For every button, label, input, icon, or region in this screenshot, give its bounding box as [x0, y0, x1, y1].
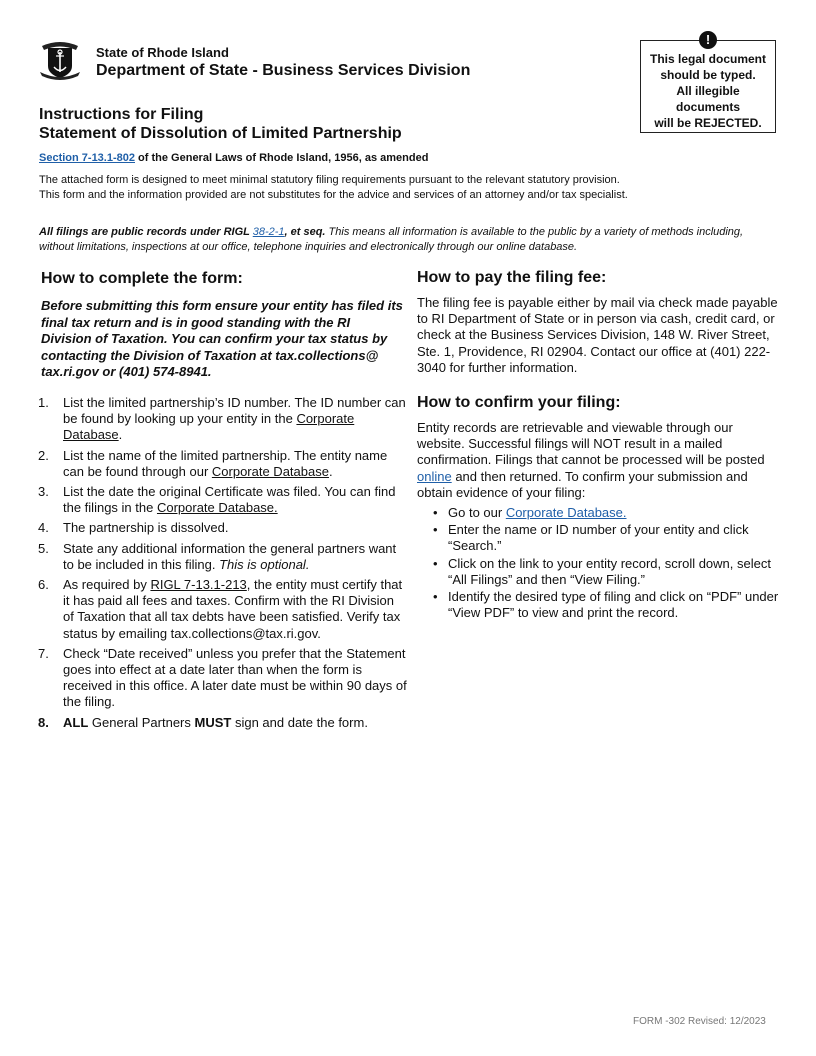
- page-title-line1: Instructions for Filing: [39, 106, 204, 123]
- step-text: General Partners: [88, 714, 195, 730]
- list-item: [433, 522, 783, 554]
- list-item: [38, 646, 408, 711]
- disclaimer-line: This form and the information provided are not substitutes for the advice and services of an attorney and/or tax specialist.: [39, 189, 628, 201]
- bullet-icon: •: [433, 505, 438, 520]
- step-emphasis: ALL: [63, 714, 89, 730]
- step-text: List the limited partnership’s ID number. The ID number can be found by looking up your entity in the: [63, 395, 406, 427]
- bullet-icon: •: [433, 522, 438, 538]
- step-number: 6.: [38, 577, 49, 593]
- exclamation-icon: !: [699, 31, 717, 49]
- statute-link[interactable]: Section 7-13.1-802: [39, 152, 135, 164]
- notice-line: All illegible: [676, 84, 740, 98]
- step-text: .: [118, 427, 123, 443]
- step-text: , the entity must certify that it has paid all fees and taxes. Confirm with the RI Division of Taxation that all tax debts have been satisfied. Verify tax status by emailing tax.collections@tax.ri.gov.: [63, 577, 403, 641]
- pay-fee-heading: How to pay the filing fee:: [417, 269, 607, 286]
- step-emphasis: MUST: [194, 714, 232, 730]
- notice-line: documents: [675, 100, 740, 114]
- list-item: [38, 577, 408, 642]
- tax-status-intro: Before submitting this form ensure your entity has filed its final tax return and is in good standing with the RI Division of Taxation. You can confirm your tax status by contacting the Division of Taxation at tax.collections@ tax.ri.gov or (401) 574-8941.: [41, 298, 403, 379]
- bullet-text: Identify the desired type of filing and click on “PDF” under “View PDF” to view and print the record.: [448, 589, 779, 621]
- rhode-island-seal-icon: [38, 38, 82, 82]
- state-name: State of Rhode Island: [96, 45, 229, 60]
- step-text: Check “Date received” unless you prefer that the Statement goes into effect at a date later than when the form is received in this office. A later date must be within 90 days of the filing.: [63, 645, 407, 710]
- notice-line: This legal document: [649, 52, 766, 66]
- step-number: 1.: [38, 395, 49, 410]
- step-text: .: [328, 463, 333, 479]
- public-records-bold: All filings are public records under RIGL: [39, 226, 253, 238]
- list-item: [38, 395, 408, 444]
- typed-document-notice: [640, 32, 776, 133]
- rigl-38-2-1-link[interactable]: 38-2-1: [252, 226, 285, 238]
- step-number: 4.: [38, 520, 49, 536]
- step-text: As required by: [63, 577, 151, 593]
- confirm-filing-heading: How to confirm your filing:: [417, 394, 621, 411]
- bullet-text: Go to our: [448, 505, 506, 520]
- step-number: 2.: [38, 447, 49, 463]
- step-number: 3.: [38, 484, 49, 500]
- form-revision: FORM -302 Revised: 12/2023: [633, 1016, 766, 1027]
- bullet-icon: •: [433, 555, 438, 571]
- public-records-et-seq: , et seq.: [284, 226, 326, 238]
- notice-line: should be typed.: [660, 68, 756, 82]
- list-item: [433, 556, 783, 588]
- step-number: 8.: [38, 714, 49, 730]
- disclaimer-line: The attached form is designed to meet minimal statutory filing requirements pursuant to the relevant statutory provision.: [39, 174, 620, 186]
- list-item: [38, 541, 408, 573]
- corporate-database-link[interactable]: Corporate Database.: [505, 505, 627, 520]
- list-item: [38, 520, 408, 536]
- bullet-text: Click on the link to your entity record, scroll down, select “All Filings” and then “View Filing.”: [448, 555, 771, 587]
- confirm-filing-text: [417, 420, 782, 501]
- list-item: [433, 589, 783, 621]
- step-text: List the date the original Certificate was filed. You can find the filings in the: [63, 484, 396, 516]
- confirm-steps-list: [433, 505, 783, 622]
- public-records-notice: [39, 225, 779, 255]
- confirm-text-part: Entity records are retrievable and viewable through our website. Successful filings will NOT result in a mailed confirmation. Filings that cannot be processed will be posted: [417, 420, 765, 468]
- disclaimer: [39, 173, 779, 203]
- list-item: [38, 715, 408, 731]
- complete-form-heading: How to complete the form:: [41, 270, 243, 287]
- statute-text: of the General Laws of Rhode Island, 1956, as amended: [135, 152, 429, 164]
- statute-reference: [39, 152, 428, 164]
- department-name: Department of State - Business Services Division: [96, 62, 471, 79]
- corporate-database-link[interactable]: Corporate Database.: [156, 500, 278, 516]
- rigl-7-13-1-213-link[interactable]: RIGL 7-13.1-213: [150, 577, 247, 593]
- step-text: sign and date the form.: [231, 714, 368, 730]
- pay-fee-text: The filing fee is payable either by mail via check made payable to RI Department of State or in person via cash, credit card, or check at the Business Services Division, 148 W. River Street, Ste. 1, Providence, RI 02904. Contact our office at (401) 222-3040 for further information.: [417, 295, 778, 375]
- bullet-text: Enter the name or ID number of your entity and click “Search.”: [448, 522, 749, 554]
- steps-list: [38, 395, 408, 735]
- list-item: [433, 505, 783, 521]
- optional-note: This is optional.: [219, 556, 310, 572]
- corporate-database-link[interactable]: Corporate Database: [211, 463, 329, 479]
- step-text: List the name of the limited partnership. The entity name can be found through our: [63, 447, 388, 479]
- bullet-icon: •: [433, 589, 438, 605]
- step-text: State any additional information the general partners want to be included in this filing.: [63, 540, 397, 572]
- notice-line: will be REJECTED.: [654, 116, 762, 130]
- step-text: The partnership is dissolved.: [63, 520, 229, 536]
- list-item: [38, 484, 408, 516]
- online-link[interactable]: online: [417, 468, 452, 484]
- corporate-database-link[interactable]: Corporate Database: [63, 411, 355, 443]
- public-records-text: This means all information is available to the public by a variety of methods including, without limitations, inspections at our office, telephone inquiries and electronically through our online database.: [39, 226, 744, 253]
- step-number: 7.: [38, 645, 49, 661]
- list-item: [38, 448, 408, 480]
- step-number: 5.: [38, 540, 49, 556]
- confirm-text-part: and then returned. To confirm your submission and obtain evidence of your filing:: [417, 468, 748, 500]
- page-title-line2: Statement of Dissolution of Limited Partnership: [39, 125, 402, 142]
